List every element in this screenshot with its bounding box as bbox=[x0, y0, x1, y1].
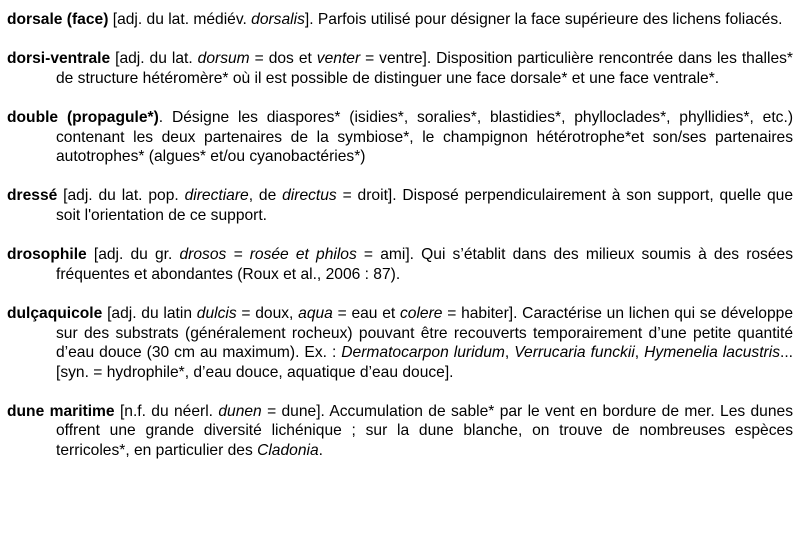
entry-text: = doux, bbox=[236, 304, 299, 322]
entry-italic-term: directiare bbox=[184, 187, 249, 205]
entry-text: [adj. du lat. pop. bbox=[57, 187, 185, 205]
entry-dorsi-ventrale bbox=[7, 49, 793, 88]
entry-italic-term: Verrucaria funckii bbox=[514, 344, 635, 362]
entry-drosophile bbox=[7, 245, 793, 284]
entry-text: [adj. du latin bbox=[102, 304, 197, 322]
entry-text: . bbox=[318, 442, 323, 460]
entry-italic-term: dulcis bbox=[196, 304, 237, 322]
entry-headword: dulçaquicole bbox=[7, 304, 103, 322]
entry-text: = droit]. Disposé perpendiculairement à son support, quelle que soit l'orientation de ce support. bbox=[56, 187, 794, 224]
entry-text: = eau et bbox=[332, 304, 400, 322]
entry-headword: drosophile bbox=[7, 246, 87, 264]
entry-italic-term: dunen bbox=[218, 402, 262, 420]
entry-double bbox=[7, 108, 793, 167]
entry-text: [n.f. du néerl. bbox=[114, 402, 219, 420]
entry-italic-term: dorsum bbox=[197, 50, 250, 68]
entry-italic-term: Cladonia bbox=[257, 442, 319, 460]
entry-headword: dorsi-ventrale bbox=[7, 50, 111, 68]
entry-dune-maritime bbox=[7, 402, 793, 461]
entry-text: [adj. du lat. bbox=[110, 50, 198, 68]
entry-italic-term: drosos = rosée et philos bbox=[179, 246, 357, 264]
entry-dorsale bbox=[7, 10, 793, 30]
entry-headword: double (propagule*) bbox=[7, 108, 159, 126]
entry-headword: dune maritime bbox=[7, 402, 115, 420]
entry-italic-term: Dermatocarpon luridum bbox=[341, 344, 505, 362]
entry-text: ... [syn. = hydrophile*, d’eau douce, aquatique d’eau douce]. bbox=[56, 344, 793, 381]
entry-dulcaquicole bbox=[7, 304, 793, 382]
entry-italic-term: Hymenelia lacustris bbox=[644, 344, 780, 362]
entry-headword: dressé bbox=[7, 187, 58, 205]
entry-italic-term: venter bbox=[316, 50, 361, 68]
entry-text: ]. Parfois utilisé pour désigner la face supérieure des lichens foliacés. bbox=[304, 11, 783, 28]
entry-text: , bbox=[634, 344, 645, 362]
entry-text: = ventre]. Disposition particulière rencontrée dans les thalles* de structure hétéromère* où il est possible de distinguer une face dorsale* et une face ventrale*. bbox=[56, 50, 793, 87]
entry-text: , bbox=[504, 344, 515, 362]
entry-italic-term: colere bbox=[400, 304, 443, 322]
entry-italic-term: directus bbox=[282, 187, 337, 205]
entry-text: = ami]. Qui s’établit dans des milieux soumis à des rosées fréquentes et abondantes (Roux et al., 2006 : 87). bbox=[56, 246, 793, 283]
entry-text: = dos et bbox=[249, 50, 317, 68]
entry-dresse bbox=[7, 186, 793, 225]
entry-italic-term: dorsalis bbox=[251, 11, 305, 28]
entry-italic-term: aqua bbox=[298, 304, 333, 322]
entry-text: , de bbox=[248, 187, 283, 205]
entry-text: = habiter]. Caractérise un lichen qui se développe sur des substrats (généralement rocheux) pouvant être recouverts temporairement d’une petite quantité d’eau douce (30 cm au maximum). Ex. : bbox=[56, 304, 793, 362]
entry-text: . Désigne les diaspores* (isidies*, soralies*, blastidies*, phylloclades*, phyllidies*, etc.) contenant les deux partenaires de la symbiose*, le champignon hétérotrophe*et son/ses partenaires autotrophes* (algues* et/ou cyanobactéries*) bbox=[56, 108, 794, 166]
entry-text: = dune]. Accumulation de sable* par le vent en bordure de mer. Les dunes offrent une grande diversité lichénique ; sur la dune blanche, on trouve de nombreuses espèces terricoles*, en particulier des bbox=[56, 402, 793, 460]
entry-text: [adj. du lat. médiév. bbox=[108, 11, 252, 28]
entry-text: [adj. du gr. bbox=[86, 246, 180, 264]
entry-headword: dorsale (face) bbox=[7, 11, 109, 28]
